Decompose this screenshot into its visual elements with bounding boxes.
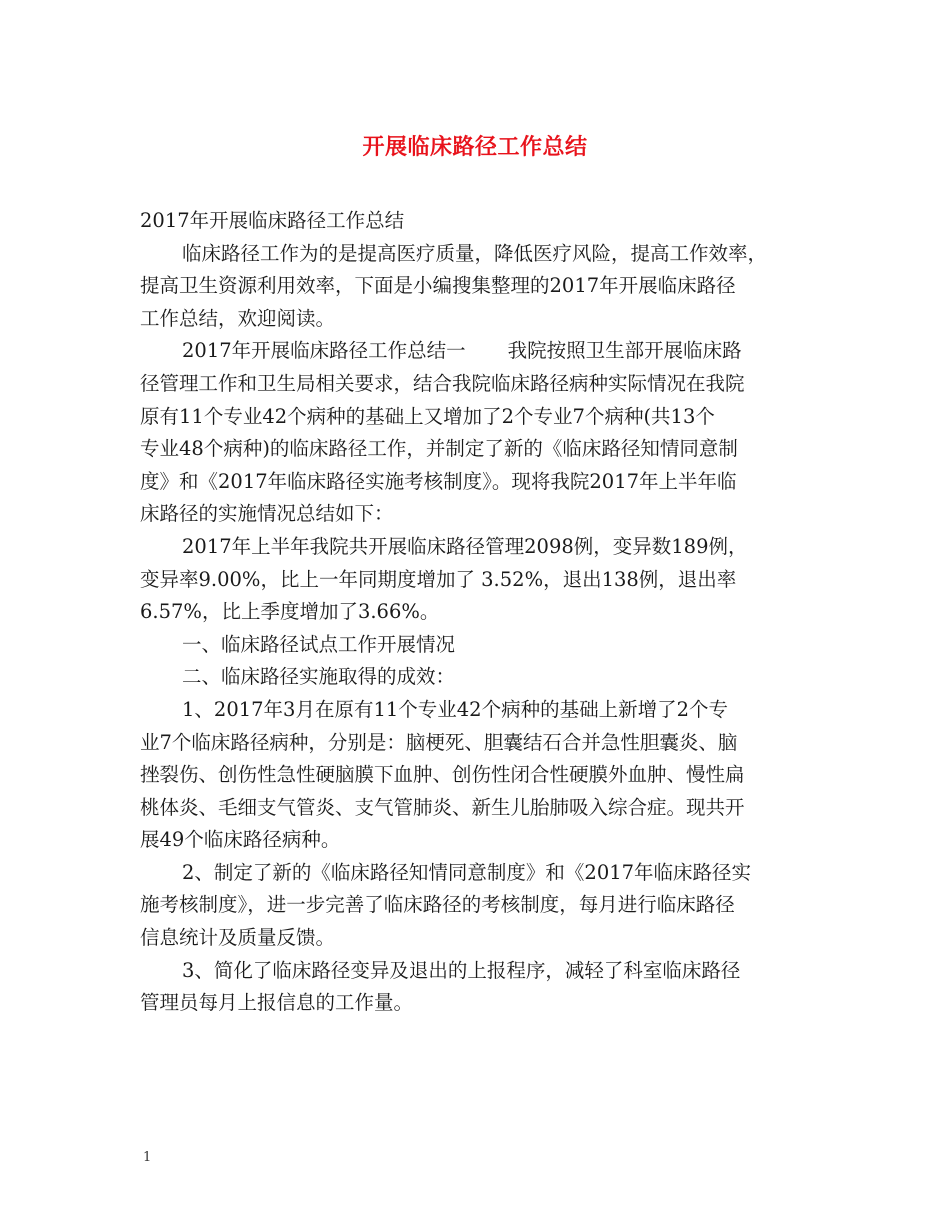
paragraph-line: 提高卫生资源利用效率，下面是小编搜集整理的2017年开展临床路径	[140, 274, 736, 298]
document-body	[140, 205, 812, 1020]
section-heading-continuation: 我院按照卫生部开展临床路	[507, 339, 742, 363]
paragraph-line: 施考核制度》，进一步完善了临床路径的考核制度，每月进行临床路径	[140, 893, 735, 917]
paragraph-line: 专业48个病种)的临床路径工作，并制定了新的《临床路径知情同意制	[140, 437, 738, 461]
paragraph-line: 信息统计及质量反馈。	[140, 926, 336, 950]
paragraph-line: 3、简化了临床路径变异及退出的上报程序，减轻了科室临床路径	[182, 958, 741, 982]
paragraph-line: 变异率9.00%，比上一年同期度增加了 3.52%，退出138例，退出率	[140, 567, 737, 591]
paragraph-line: 挫裂伤、创伤性急性硬脑膜下血肿、创伤性闭合性硬膜外血肿、慢性扁	[140, 763, 745, 787]
paragraph-line: 1、2017年3月在原有11个专业42个病种的基础上新增了2个专	[182, 697, 728, 721]
paragraph-line: 床路径的实施情况总结如下：	[140, 502, 394, 526]
paragraph-line: 管理员每月上报信息的工作量。	[140, 991, 414, 1015]
paragraph-line: 6.57%，比上季度增加了3.66%。	[140, 600, 440, 624]
section-heading: 2017年开展临床路径工作总结一	[182, 339, 466, 363]
paragraph-line: 工作总结，欢迎阅读。	[140, 306, 336, 330]
paragraph-line: 2017年上半年我院共开展临床路径管理2098例，变异数189例，	[182, 534, 748, 558]
paragraph-line: 展49个临床路径病种。	[140, 828, 341, 852]
paragraph-line: 桃体炎、毛细支气管炎、支气管肺炎、新生儿胎肺吸入综合症。现共开	[140, 795, 745, 819]
paragraph-line: 度》和《2017年临床路径实施考核制度》。现将我院2017年上半年临	[140, 469, 737, 493]
paragraph-line: 临床路径工作为的是提高医疗质量，降低医疗风险，提高工作效率，	[182, 241, 768, 265]
paragraph-line: 原有11个专业42个病种的基础上又增加了2个专业7个病种(共13个	[140, 404, 715, 428]
page-number: 1	[143, 1150, 152, 1165]
section-heading-line	[140, 335, 812, 368]
paragraph-line: 径管理工作和卫生局相关要求，结合我院临床路径病种实际情况在我院	[140, 371, 745, 395]
paragraph-line: 2、制定了新的《临床路径知情同意制度》和《2017年临床路径实	[182, 860, 752, 884]
document-subtitle: 2017年开展临床路径工作总结	[140, 209, 405, 232]
heading-line: 二、临床路径实施取得的成效：	[182, 665, 456, 689]
paragraph-line: 业7个临床路径病种，分别是：脑梗死、胆囊结石合并急性胆囊炎、脑	[140, 730, 738, 754]
page-title: 开展临床路径工作总结	[362, 135, 588, 160]
heading-line: 一、临床路径试点工作开展情况	[182, 632, 456, 656]
